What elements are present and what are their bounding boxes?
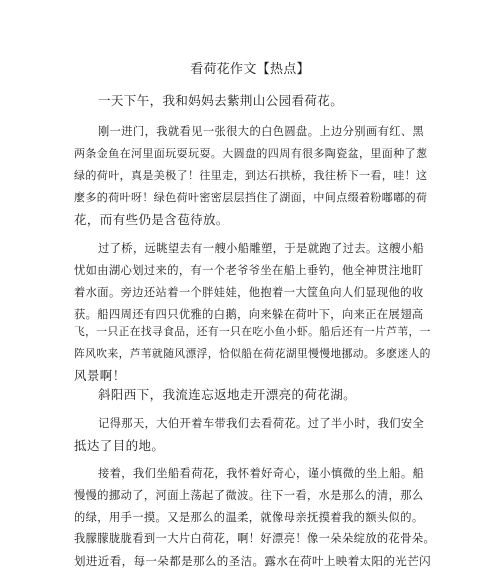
paragraph-5 — [74, 413, 430, 457]
paragraph-line: 抵达了目的地。 — [74, 438, 165, 453]
paragraph-line: 记得那天，大伯开着车带我们去看荷花。过了半小时，我们安全 — [98, 417, 425, 430]
paragraph-line: 刚一进门，我就看见一张很大的白色圆盘。上边分别画有红、黑 — [98, 125, 425, 138]
paragraph-line: 绿的荷叶，真是美极了！往里走，到达石拱桥，我往桥下一看，哇！这 — [74, 169, 428, 182]
paragraph-line: 获。船四周还有四只优雅的白鹅，向来躲在荷叶下，向来正在展翅高 — [74, 308, 424, 321]
paragraph-line: 飞，一只正在找寻食品，还有一只在吃小鱼小虾。船后还有一片芦苇，一 — [74, 325, 431, 338]
paragraph-line: 着水面。旁边还站着一个胖娃娃，他抱着一大筐鱼向人们显现他的收 — [74, 286, 424, 299]
paragraph-1 — [98, 90, 430, 112]
paragraph-line: 过了桥，远眺望去有一艘小船雕塑，于是就跑了过去。这艘小船 — [98, 242, 425, 255]
document-title: 看荷花作文【热点】 — [190, 62, 310, 77]
paragraph-line: 划进近看，每一朵都是那么的圣洁。露水在荷叶上映着太阳的光芒闪 — [74, 554, 431, 568]
paragraph-6 — [74, 463, 430, 529]
paragraph-line: 两条金鱼在河里面玩耍玩耍。大圆盘的四周有很多陶瓷盆，里面种了葱 — [74, 147, 428, 160]
paragraph-3 — [74, 238, 430, 326]
paragraph-line: 我朦朦胧胧看到一大片白荷花，啊！好漂亮！像一朵朵绽放的花骨朵。 — [74, 532, 436, 545]
paragraph-line: 风景啊！ — [74, 368, 126, 383]
paragraph-4 — [98, 384, 430, 406]
paragraph-line: 麼多的荷叶呀！绿色荷叶密密层层挡住了湖面，中间点缀着粉嘟嘟的荷 — [74, 191, 428, 204]
paragraph-3-continued — [74, 321, 438, 387]
paragraph-line: 花，而有些仍是含苞待放。 — [74, 212, 229, 227]
paragraph-line: 慢慢的挪动了，河面上荡起了微波。往下一看，水是那么的清，那么 — [74, 489, 424, 502]
paragraph-line: 的绿，用手一摸。又是那么的温柔，就像母亲抚摸着我的额头似的。 — [74, 511, 424, 524]
paragraph-line: 阵风吹来，芦苇就随风漂浮，恰似船在荷花湖里慢慢地挪动。多麽迷人的 — [74, 347, 431, 360]
paragraph-line: 一天下午，我和妈妈去紫荆山公园看荷花。 — [98, 93, 344, 108]
paragraph-2 — [74, 121, 430, 231]
paragraph-line: 接着，我们坐船看荷花，我怀着好奇心，谨小慎微的坐上船。船 — [98, 467, 425, 480]
paragraph-line: 忧如由湖心划过来的，有一个老爷爷坐在船上垂钓，他全神贯注地盯 — [74, 264, 424, 277]
paragraph-7 — [74, 528, 438, 572]
paragraph-line: 斜阳西下，我流连忘返地走开漂亮的荷花湖。 — [98, 387, 357, 402]
